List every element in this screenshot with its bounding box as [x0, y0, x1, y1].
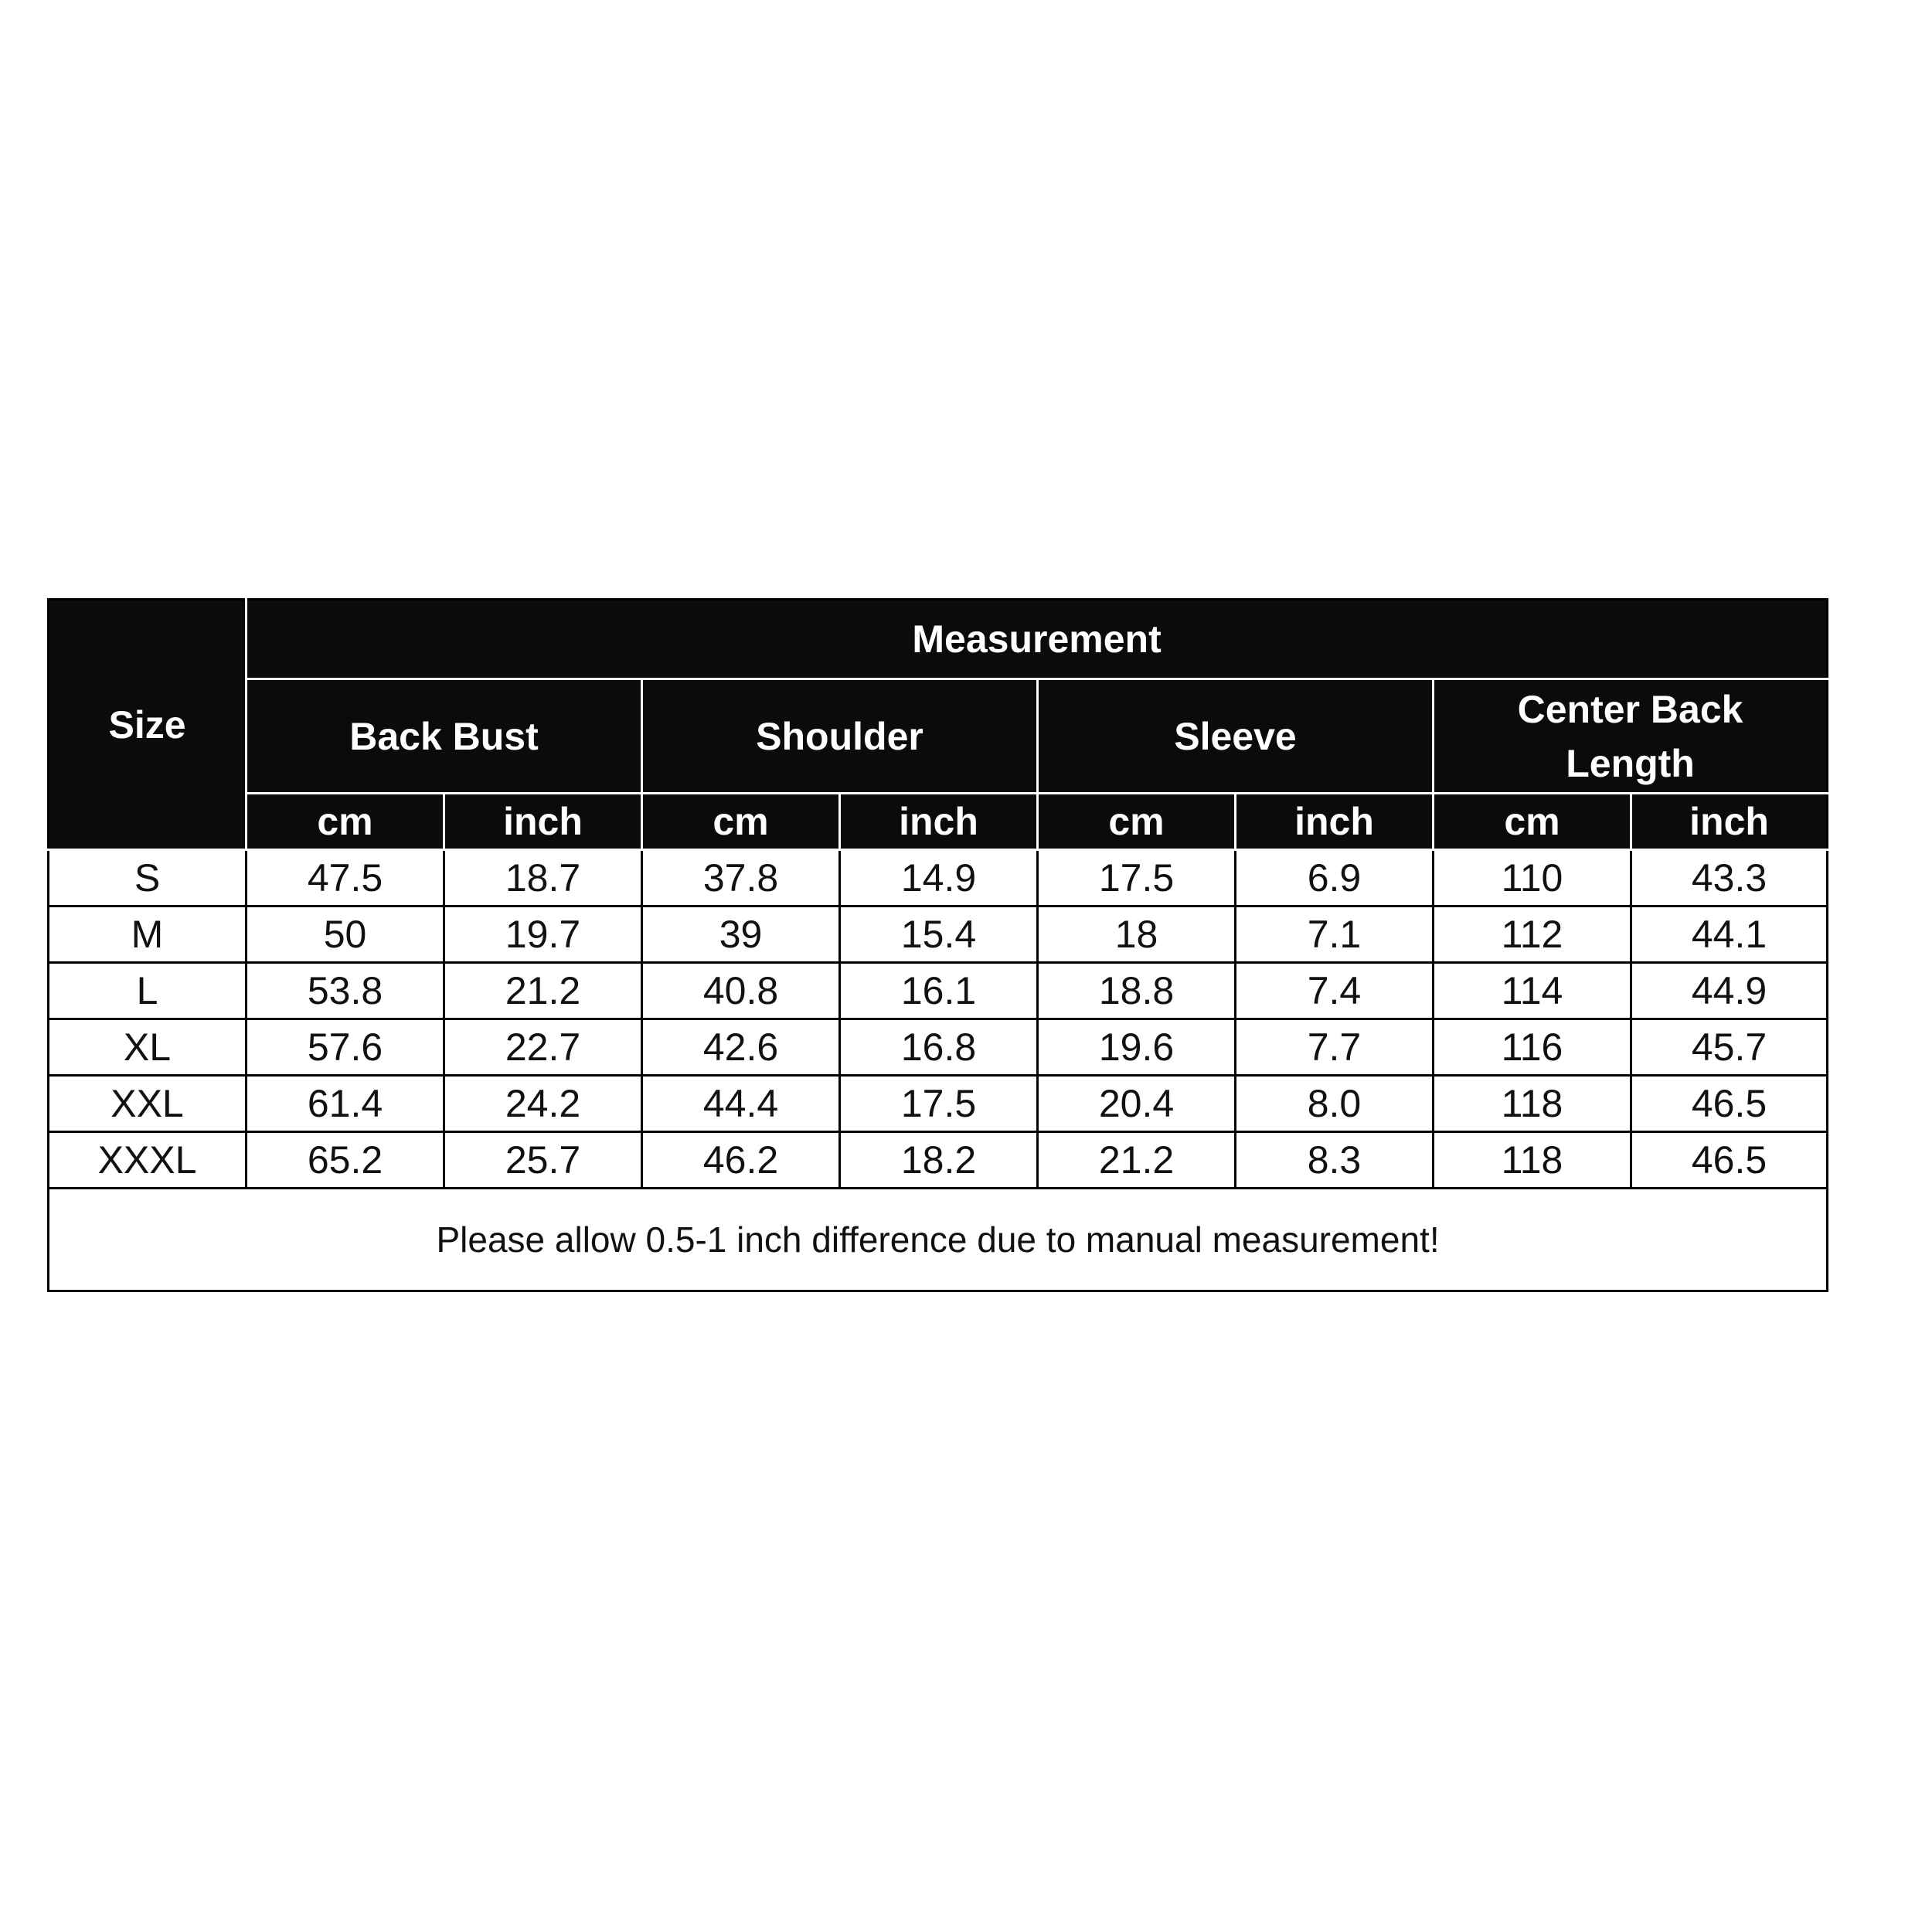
value-cell: 7.1: [1236, 906, 1434, 963]
value-cell: 24.2: [444, 1076, 642, 1132]
unit-header-inch: inch: [1236, 794, 1434, 850]
value-cell: 16.8: [840, 1019, 1038, 1076]
value-cell: 46.5: [1631, 1132, 1828, 1189]
value-cell: 44.4: [642, 1076, 840, 1132]
group-header-sleeve: Sleeve: [1038, 679, 1434, 794]
size-cell: XXL: [49, 1076, 247, 1132]
value-cell: 8.0: [1236, 1076, 1434, 1132]
unit-header-cm: cm: [1038, 794, 1236, 850]
table-row: [49, 1019, 1828, 1076]
size-cell: M: [49, 906, 247, 963]
header-row-units: [49, 794, 1828, 850]
group-header-shoulder: Shoulder: [642, 679, 1038, 794]
value-cell: 112: [1434, 906, 1631, 963]
value-cell: 8.3: [1236, 1132, 1434, 1189]
value-cell: 110: [1434, 850, 1631, 906]
value-cell: 18.8: [1038, 963, 1236, 1019]
size-cell: XL: [49, 1019, 247, 1076]
value-cell: 43.3: [1631, 850, 1828, 906]
value-cell: 44.9: [1631, 963, 1828, 1019]
table-row: [49, 1132, 1828, 1189]
value-cell: 19.6: [1038, 1019, 1236, 1076]
value-cell: 45.7: [1631, 1019, 1828, 1076]
value-cell: 50: [247, 906, 444, 963]
value-cell: 42.6: [642, 1019, 840, 1076]
unit-header-inch: inch: [1631, 794, 1828, 850]
unit-header-cm: cm: [247, 794, 444, 850]
unit-header-inch: inch: [840, 794, 1038, 850]
unit-header-cm: cm: [642, 794, 840, 850]
value-cell: 7.7: [1236, 1019, 1434, 1076]
value-cell: 18: [1038, 906, 1236, 963]
table-row: [49, 963, 1828, 1019]
table-body: [49, 850, 1828, 1189]
value-cell: 17.5: [1038, 850, 1236, 906]
value-cell: 118: [1434, 1076, 1631, 1132]
size-header: Size: [49, 600, 247, 850]
size-cell: XXXL: [49, 1132, 247, 1189]
value-cell: 46.2: [642, 1132, 840, 1189]
unit-header-cm: cm: [1434, 794, 1631, 850]
value-cell: 61.4: [247, 1076, 444, 1132]
value-cell: 6.9: [1236, 850, 1434, 906]
header-row-measurement: [49, 600, 1828, 679]
value-cell: 22.7: [444, 1019, 642, 1076]
value-cell: 18.2: [840, 1132, 1038, 1189]
value-cell: 21.2: [444, 963, 642, 1019]
size-cell: S: [49, 850, 247, 906]
value-cell: 19.7: [444, 906, 642, 963]
value-cell: 53.8: [247, 963, 444, 1019]
value-cell: 39: [642, 906, 840, 963]
value-cell: 15.4: [840, 906, 1038, 963]
note-row: [49, 1189, 1828, 1291]
value-cell: 46.5: [1631, 1076, 1828, 1132]
table-row: [49, 850, 1828, 906]
value-cell: 65.2: [247, 1132, 444, 1189]
group-header-center-back-length: Center Back Length: [1434, 679, 1828, 794]
value-cell: 57.6: [247, 1019, 444, 1076]
measurement-note: Please allow 0.5-1 inch difference due to manual measurement!: [49, 1189, 1828, 1291]
value-cell: 7.4: [1236, 963, 1434, 1019]
value-cell: 116: [1434, 1019, 1631, 1076]
header-row-groups: [49, 679, 1828, 794]
measurement-header: Measurement: [247, 600, 1828, 679]
group-header-back-bust: Back Bust: [247, 679, 642, 794]
value-cell: 37.8: [642, 850, 840, 906]
table-row: [49, 906, 1828, 963]
value-cell: 40.8: [642, 963, 840, 1019]
value-cell: 21.2: [1038, 1132, 1236, 1189]
value-cell: 16.1: [840, 963, 1038, 1019]
value-cell: 14.9: [840, 850, 1038, 906]
value-cell: 17.5: [840, 1076, 1038, 1132]
table-footer: [49, 1189, 1828, 1291]
value-cell: 118: [1434, 1132, 1631, 1189]
value-cell: 44.1: [1631, 906, 1828, 963]
size-chart-table: [47, 598, 1828, 1292]
value-cell: 25.7: [444, 1132, 642, 1189]
table-row: [49, 1076, 1828, 1132]
value-cell: 18.7: [444, 850, 642, 906]
size-cell: L: [49, 963, 247, 1019]
unit-header-inch: inch: [444, 794, 642, 850]
table-header: [49, 600, 1828, 850]
value-cell: 47.5: [247, 850, 444, 906]
value-cell: 20.4: [1038, 1076, 1236, 1132]
value-cell: 114: [1434, 963, 1631, 1019]
